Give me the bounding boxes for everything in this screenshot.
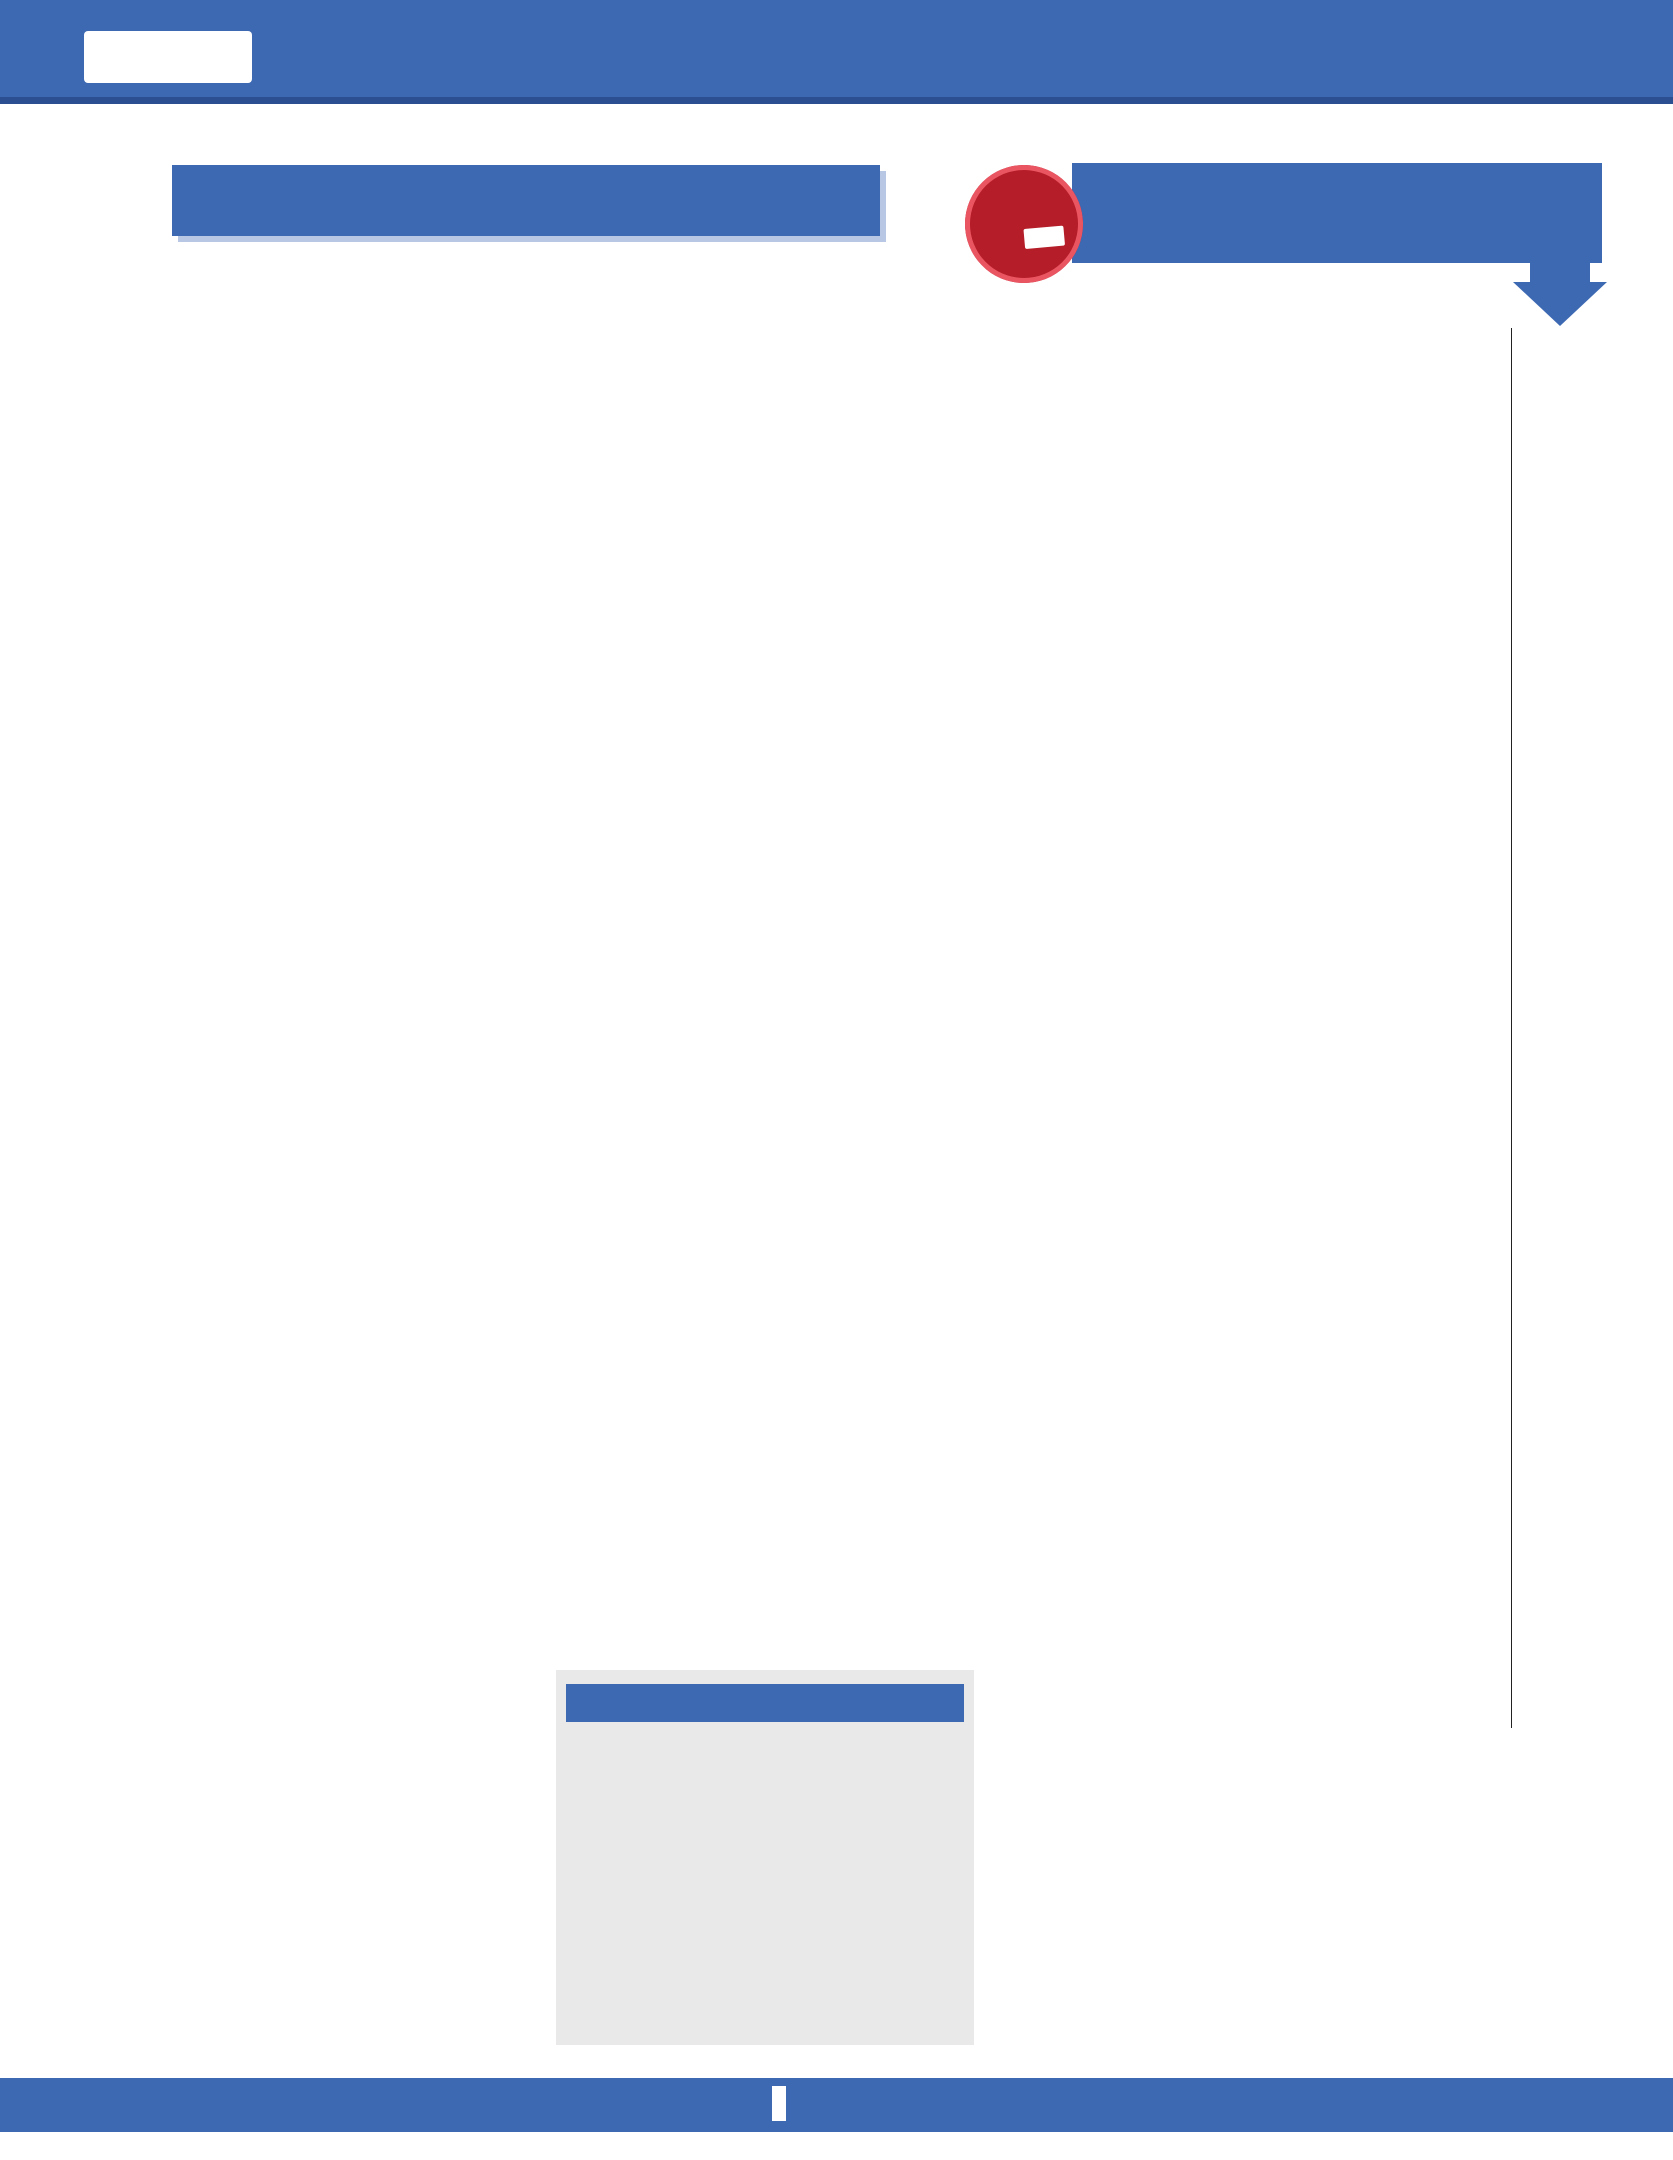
compare-seal (960, 160, 1088, 288)
seal-line-2 (964, 200, 1082, 210)
header-bar (0, 0, 1673, 104)
seal-page (1023, 226, 1065, 249)
section-tag (84, 31, 252, 83)
footer (0, 2078, 1673, 2132)
price-quality-title (566, 1684, 964, 1722)
magazine-logo (772, 2086, 786, 2121)
table-divider (1511, 328, 1512, 1728)
price-quality-box (556, 1670, 974, 2045)
seal-line-1 (962, 180, 1080, 190)
section-title (172, 165, 880, 236)
footer-bar (0, 2078, 1673, 2132)
callout-box (1072, 163, 1602, 263)
down-arrow-head-icon (1513, 282, 1607, 326)
